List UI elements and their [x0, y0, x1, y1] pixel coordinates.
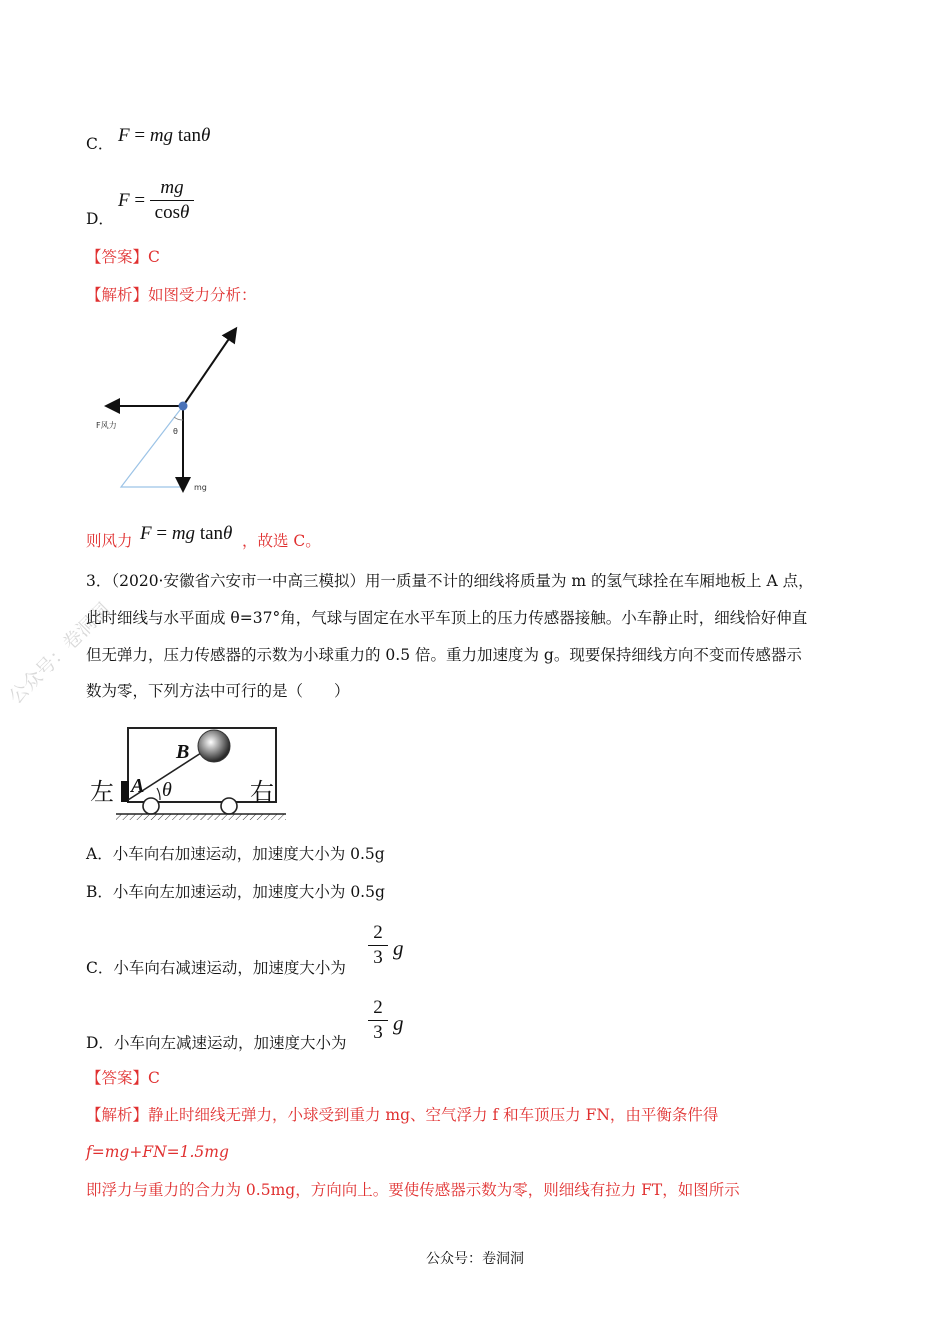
ball	[179, 402, 188, 411]
q3-option-b: B．小车向左加速运动，加速度大小为 0.5g	[86, 883, 385, 901]
q3-answer: 【答案】C	[86, 1069, 160, 1087]
q3-stem-line-3: 但无弹力，压力传感器的示数为小球重力的 0.5 倍。重力加速度为 g。现要保持细线方向不变而传感器示	[86, 646, 802, 664]
force-triangle	[121, 406, 183, 487]
balloon	[198, 730, 230, 762]
option-c-label: C．	[86, 135, 114, 153]
q2-answer: 【答案】C	[86, 248, 160, 266]
q3-stem-line-1: 3．（2020·安徽省六安市一中高三模拟）用一质量不计的细线将质量为 m 的氢气球拴在车厢地板上 A 点，	[86, 572, 814, 590]
q3-option-c-fraction: 2 3	[368, 922, 388, 969]
theta-arc	[174, 417, 183, 420]
cart-theta-arc	[157, 788, 160, 800]
option-c-formula: F = mg tanθ	[118, 125, 211, 146]
right-label: 右	[250, 778, 274, 806]
wind-label: F风力	[96, 421, 117, 430]
q3-option-c-g: g	[393, 936, 404, 960]
q3-analysis-line-1: 【解析】静止时细线无弹力，小球受到重力 mg、空气浮力 f 和车顶压力 FN，由平衡条件得	[86, 1106, 719, 1124]
q2-conclusion-suffix: ，故选 C。	[242, 532, 321, 550]
q3-option-d: D．小车向左减速运动，加速度大小为	[86, 1034, 347, 1052]
left-wheel	[143, 798, 159, 814]
cart-theta-label: θ	[162, 779, 172, 801]
mg-label: mg	[194, 483, 207, 492]
q2-analysis: 【解析】如图受力分析：	[86, 286, 257, 304]
q3-analysis-line-3: 即浮力与重力的合力为 0.5mg，方向向上。要使传感器示数为零，则细线有拉力 FT，如图所示	[86, 1181, 740, 1199]
q3-option-c: C．小车向右减速运动，加速度大小为	[86, 959, 346, 977]
option-d-fraction: mg cosθ	[150, 177, 194, 224]
option-d-formula-lhs: F =	[118, 190, 146, 211]
tension-arrow	[183, 330, 235, 406]
q3-option-d-fraction: 2 3	[368, 997, 388, 1044]
q3-option-a: A．小车向右加速运动，加速度大小为 0.5g	[86, 845, 385, 863]
theta-label: θ	[173, 427, 178, 436]
q2-conclusion-formula: F = mg tanθ	[140, 523, 233, 544]
option-d-label: D．	[86, 210, 114, 228]
force-diagram	[90, 322, 260, 497]
ground-hatch	[116, 814, 286, 820]
anchor-block	[121, 781, 129, 802]
watermark: 公众号：卷洞洞	[4, 598, 115, 709]
point-a-label: A	[131, 775, 145, 797]
right-wheel	[221, 798, 237, 814]
q3-option-d-g: g	[393, 1011, 404, 1035]
cart-diagram	[88, 720, 288, 825]
point-b-label: B	[176, 741, 190, 763]
q3-stem-line-2: 此时细线与水平面成 θ=37°角，气球与固定在水平车顶上的压力传感器接触。小车静止时，细线恰好伸直	[86, 609, 808, 627]
footer: 公众号：卷洞洞	[426, 1251, 524, 1267]
left-label: 左	[90, 778, 114, 806]
q3-analysis-line-2: f=mg+FN=1.5mg	[86, 1143, 229, 1161]
q3-stem-line-4: 数为零，下列方法中可行的是（ ）	[86, 682, 350, 700]
q2-conclusion-prefix: 则风力	[86, 532, 133, 550]
